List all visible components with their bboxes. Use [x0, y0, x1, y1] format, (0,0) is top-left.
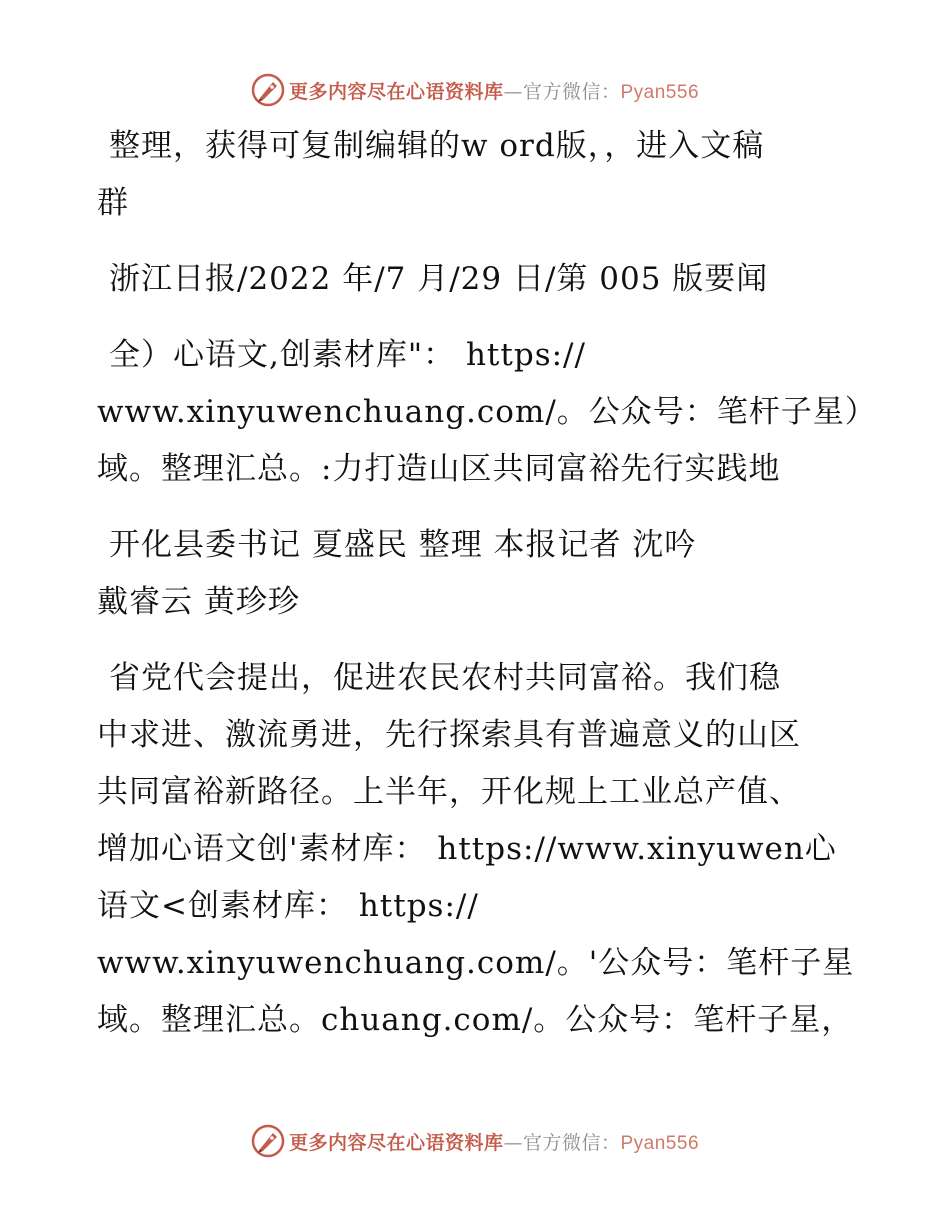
- text-line: 群: [97, 185, 129, 221]
- paragraph-body: [97, 650, 857, 1049]
- paragraph-title: [97, 327, 877, 498]
- watermark-handle: Pyan556: [620, 81, 700, 103]
- pen-nib-icon: [251, 1124, 285, 1158]
- header-watermark: [0, 70, 950, 110]
- text-line: 戴睿云 黄珍珍: [97, 584, 300, 620]
- pen-nib-icon: [251, 73, 285, 107]
- paragraph-byline: [97, 517, 857, 631]
- watermark-site-text: 更多内容尽在心语资料库: [288, 1131, 504, 1154]
- text-line: 域。整理汇总。:力打造山区共同富裕先行实践地: [97, 451, 781, 487]
- watermark-site-text: 更多内容尽在心语资料库: [288, 80, 504, 103]
- text-line: 开化县委书记 夏盛民 整理 本报记者 沈吟: [109, 527, 697, 563]
- text-line: www.xinyuwenchuang.com/。公众号：笔杆子星）: [97, 394, 877, 430]
- text-line: www.xinyuwenchuang.com/。'公众号：笔杆子星: [97, 945, 855, 981]
- watermark-official-text: 官方微信：: [522, 1131, 621, 1154]
- text-line: 整理，获得可复制编辑的w ord版，，进入文稿: [109, 128, 765, 164]
- text-line: 浙江日报/2022 年/7 月/29 日/第 005 版要闻: [109, 261, 769, 297]
- paragraph-intro: [97, 118, 857, 232]
- text-line: 省党代会提出，促进农民农村共同富裕。我们稳: [109, 660, 781, 696]
- watermark-handle: Pyan556: [620, 1132, 700, 1154]
- text-line: 增加心语文创'素材库： https://www.xinyuwen心: [97, 831, 837, 867]
- text-line: 共同富裕新路径。上半年，开化规上工业总产值、: [97, 774, 801, 810]
- text-line: 语文<创素材库： https://: [97, 888, 479, 924]
- footer-watermark: [0, 1121, 950, 1161]
- watermark-separator: —: [503, 1131, 523, 1154]
- paragraph-source: [97, 251, 857, 308]
- document-body: [97, 118, 877, 1068]
- watermark-separator: —: [503, 80, 523, 103]
- text-line: 域。整理汇总。chuang.com/。公众号：笔杆子星，: [97, 1002, 854, 1038]
- watermark-official-text: 官方微信：: [522, 80, 621, 103]
- text-line: 中求进、激流勇进，先行探索具有普遍意义的山区: [97, 717, 801, 753]
- text-line: 全）心语文,创素材库"： https://: [109, 337, 586, 373]
